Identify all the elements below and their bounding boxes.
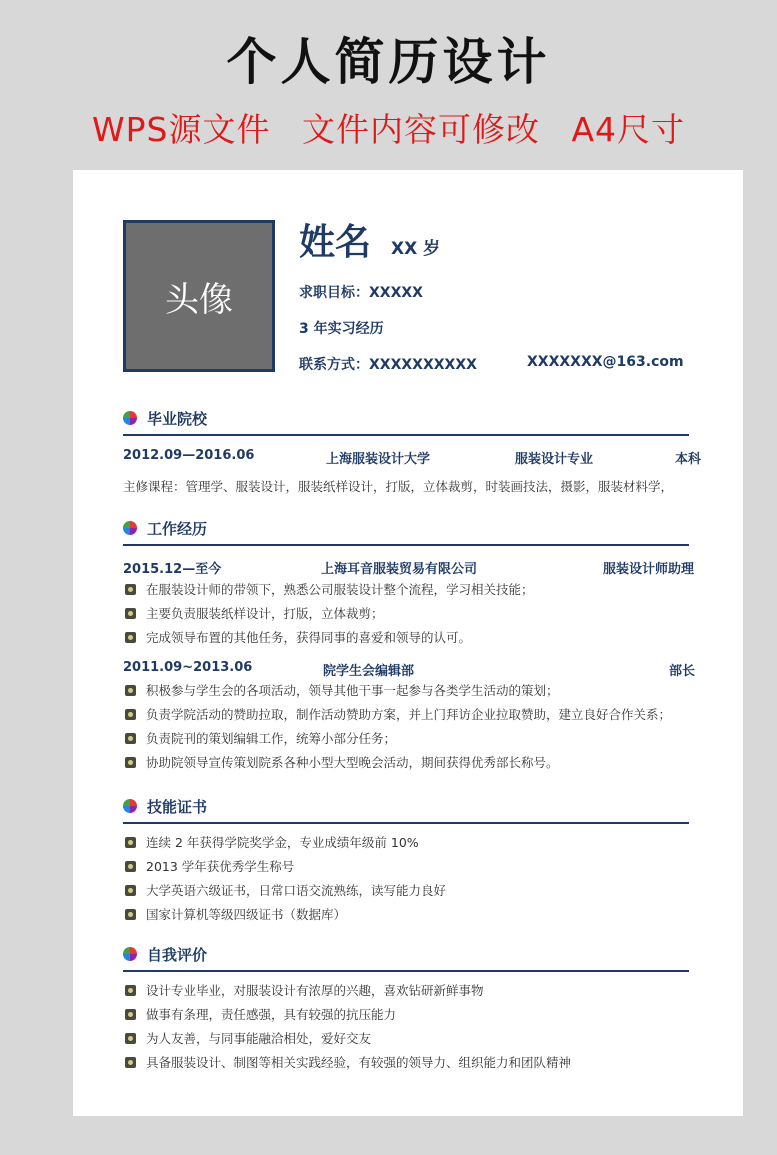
section-education [123,406,689,436]
name: 姓名 [299,222,372,263]
avatar [123,220,275,372]
list-item: 协助院领导宣传策划院系各种小型大型晚会活动，期间获得优秀部长称号。 [123,751,671,775]
list-item: 完成领导布置的其他任务，获得同事的喜爱和领导的认可。 [123,626,534,650]
resume-page [73,170,743,1116]
bullet-icon [125,1009,136,1020]
job1-period: 2015.12—至今 [123,562,222,577]
list-item: 负责学院活动的赞助拉取，制作活动赞助方案，并上门拜访企业拉取赞助，建立良好合作关系； [123,703,671,727]
list-item: 主要负责服装纸样设计，打版，立体裁剪； [123,602,534,626]
job1-list [123,578,534,650]
job1-position: 服装设计师助理 [603,562,695,577]
bullet-icon [125,608,136,619]
section-skills [123,794,689,824]
bullet-icon [125,1033,136,1044]
education-major: 服装设计专业 [515,452,594,467]
skills-list [123,831,446,927]
bullet-icon [125,861,136,872]
section-title: 工作经历 [147,519,208,538]
section-header [123,942,689,972]
banner-title: 个人简历设计 [226,33,551,91]
bullet-icon [125,985,136,996]
section-bullet-icon [123,799,137,813]
bullet-icon [125,1057,136,1068]
banner-subtitle [0,104,777,151]
self-list [123,979,571,1075]
education-school: 上海服装设计大学 [326,452,431,467]
job2-period: 2011.09~2013.06 [123,660,253,675]
list-item: 做事有条理，责任感强，具有较强的抗压能力 [123,1003,571,1027]
bullet-icon [125,584,136,595]
bullet-icon [125,632,136,643]
contact-email: XXXXXXX@163.com [527,354,684,370]
list-item: 2013 学年获优秀学生称号 [123,855,446,879]
list-item: 积极参与学生会的各项活动，领导其他干事一起参与各类学生活动的策划； [123,679,671,703]
job2-position: 部长 [669,664,696,679]
section-header [123,794,689,824]
experience-years: 3 年实习经历 [299,321,384,337]
bullet-icon [125,733,136,744]
objective: 求职目标：XXXXX [299,285,423,301]
bullet-icon [125,909,136,920]
avatar-label: 头像 [165,279,233,320]
section-bullet-icon [123,947,137,961]
job2-company: 院学生会编辑部 [323,664,415,679]
bullet-icon [125,885,136,896]
contact-phone: 联系方式：XXXXXXXXXX [299,357,477,373]
list-item: 国家计算机等级四级证书（数据库） [123,903,446,927]
bullet-icon [125,837,136,848]
list-item: 设计专业毕业，对服装设计有浓厚的兴趣，喜欢钻研新鲜事物 [123,979,571,1003]
education-period: 2012.09—2016.06 [123,448,255,463]
banner-sub-wps: WPS源文件 [91,110,271,149]
banner-sub-size: A4尺寸 [571,110,686,149]
bullet-icon [125,685,136,696]
section-title: 自我评价 [147,945,208,964]
section-title: 毕业院校 [147,409,208,428]
banner-sub-editable: 文件内容可修改 [301,110,540,149]
list-item: 连续 2 年获得学院奖学金，专业成绩年级前 10% [123,831,446,855]
age: XX 岁 [391,239,441,259]
education-courses: 主修课程：管理学、服装设计，服装纸样设计，打版，立体裁剪，时装画技法，摄影，服装材料学， [123,479,674,494]
list-item: 大学英语六级证书，日常口语交流熟练，读写能力良好 [123,879,446,903]
section-bullet-icon [123,521,137,535]
list-item: 在服装设计师的带领下，熟悉公司服装设计整个流程，学习相关技能； [123,578,534,602]
list-item: 负责院刊的策划编辑工作，统筹小部分任务； [123,727,671,751]
bullet-icon [125,757,136,768]
job2-list [123,679,671,775]
section-header [123,406,689,436]
section-title: 技能证书 [147,797,208,816]
list-item: 为人友善，与同事能融洽相处，爱好交友 [123,1027,571,1051]
section-bullet-icon [123,411,137,425]
bullet-icon [125,709,136,720]
job1-company: 上海耳音服装贸易有限公司 [321,562,478,577]
education-degree: 本科 [675,452,702,467]
section-work [123,516,689,546]
section-self [123,942,689,972]
list-item: 具备服装设计、制图等相关实践经验，有较强的领导力、组织能力和团队精神 [123,1051,571,1075]
section-header [123,516,689,546]
